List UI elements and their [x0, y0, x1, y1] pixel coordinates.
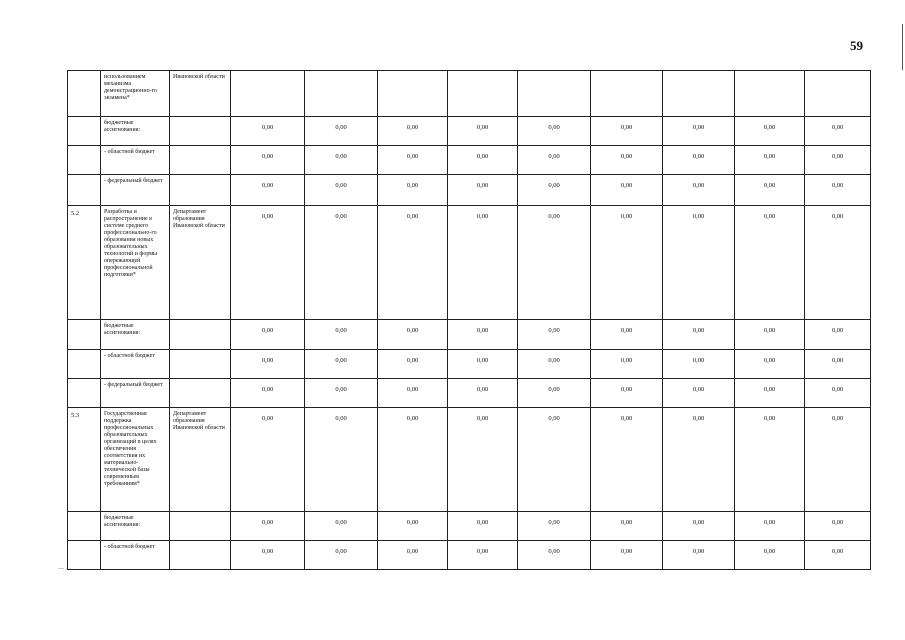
row-description: - областной бюджет — [101, 350, 170, 379]
table-row — [68, 320, 871, 350]
row-value-cell: 0,00 — [591, 512, 663, 541]
row-value-cell: 0,00 — [518, 146, 591, 175]
row-executor — [170, 117, 231, 146]
row-executor: Департамент образования Ивановской области — [170, 408, 231, 512]
row-value-cell: 0,00 — [305, 379, 378, 408]
row-executor: Департамент образования Ивановской области — [170, 206, 231, 320]
row-value-cell: 0,00 — [231, 541, 305, 570]
row-description: использованием механизма демонстрационно-го экзамена* — [101, 71, 170, 117]
row-value-cell: 0,00 — [591, 146, 663, 175]
row-value-cell: 0,00 — [591, 541, 663, 570]
row-value-cell: 0,00 — [448, 117, 518, 146]
page-number: 59 — [850, 38, 863, 53]
row-value-cell: 0,00 — [735, 206, 805, 320]
row-value-cell: 0,00 — [735, 146, 805, 175]
row-code — [68, 175, 101, 206]
table-row — [68, 117, 871, 146]
row-value-cell: 0,00 — [305, 408, 378, 512]
row-value-cell: 0,00 — [735, 350, 805, 379]
row-value-cell — [518, 71, 591, 117]
row-description: бюджетные ассигнования: — [101, 512, 170, 541]
row-value-cell: 0,00 — [805, 320, 871, 350]
row-value-cell — [231, 71, 305, 117]
row-value-cell: 0,00 — [378, 350, 448, 379]
row-value-cell: 0,00 — [378, 206, 448, 320]
row-code — [68, 350, 101, 379]
row-value-cell: 0,00 — [231, 117, 305, 146]
row-value-cell: 0,00 — [735, 512, 805, 541]
row-value-cell: 0,00 — [591, 175, 663, 206]
row-value-cell: 0,00 — [805, 512, 871, 541]
row-value-cell: 0,00 — [663, 146, 735, 175]
row-code — [68, 512, 101, 541]
row-value-cell: 0,00 — [305, 350, 378, 379]
row-value-cell: 0,00 — [663, 206, 735, 320]
row-value-cell: 0,00 — [448, 541, 518, 570]
row-value-cell — [735, 71, 805, 117]
row-value-cell: 0,00 — [448, 320, 518, 350]
row-executor — [170, 320, 231, 350]
row-code — [68, 320, 101, 350]
row-executor — [170, 512, 231, 541]
row-value-cell: 0,00 — [305, 146, 378, 175]
row-value-cell: 0,00 — [518, 541, 591, 570]
row-value-cell: 0,00 — [448, 350, 518, 379]
row-value-cell: 0,00 — [663, 117, 735, 146]
row-value-cell: 0,00 — [663, 541, 735, 570]
row-value-cell: 0,00 — [805, 146, 871, 175]
row-executor — [170, 541, 231, 570]
margin-line — [902, 24, 903, 70]
table-row — [68, 408, 871, 512]
row-value-cell: 0,00 — [518, 512, 591, 541]
row-value-cell: 0,00 — [518, 320, 591, 350]
row-value-cell: 0,00 — [805, 175, 871, 206]
row-value-cell: 0,00 — [735, 541, 805, 570]
row-value-cell: 0,00 — [378, 320, 448, 350]
row-value-cell — [591, 71, 663, 117]
table-row — [68, 71, 871, 117]
row-code — [68, 117, 101, 146]
row-executor: Ивановской области — [170, 71, 231, 117]
row-value-cell: 0,00 — [518, 206, 591, 320]
row-code — [68, 71, 101, 117]
row-executor — [170, 175, 231, 206]
row-value-cell: 0,00 — [735, 408, 805, 512]
scan-artifact: — · · — [58, 566, 71, 572]
row-value-cell: 0,00 — [448, 206, 518, 320]
row-code — [68, 146, 101, 175]
row-value-cell: 0,00 — [305, 117, 378, 146]
row-description: - федеральный бюджет — [101, 379, 170, 408]
row-value-cell: 0,00 — [591, 408, 663, 512]
row-description: Разработка и распространение в системе среднего профессионально-го образования новых образовательных технологий и формы опережающей профессиональной подготовки* — [101, 206, 170, 320]
table-row — [68, 379, 871, 408]
row-value-cell: 0,00 — [448, 175, 518, 206]
row-code — [68, 379, 101, 408]
row-value-cell: 0,00 — [305, 320, 378, 350]
row-value-cell: 0,00 — [663, 175, 735, 206]
row-value-cell — [378, 71, 448, 117]
row-value-cell: 0,00 — [805, 117, 871, 146]
table-row — [68, 206, 871, 320]
row-value-cell: 0,00 — [231, 512, 305, 541]
row-value-cell: 0,00 — [518, 117, 591, 146]
row-value-cell: 0,00 — [663, 350, 735, 379]
row-value-cell — [305, 71, 378, 117]
row-value-cell: 0,00 — [448, 146, 518, 175]
table-row — [68, 146, 871, 175]
row-value-cell: 0,00 — [305, 512, 378, 541]
row-code: 5.2 — [68, 206, 101, 320]
row-value-cell: 0,00 — [231, 379, 305, 408]
row-value-cell: 0,00 — [805, 206, 871, 320]
row-value-cell: 0,00 — [591, 350, 663, 379]
row-value-cell: 0,00 — [231, 206, 305, 320]
row-description: - областной бюджет — [101, 146, 170, 175]
row-value-cell: 0,00 — [378, 541, 448, 570]
row-value-cell: 0,00 — [663, 408, 735, 512]
row-description: бюджетные ассигнования: — [101, 320, 170, 350]
row-value-cell: 0,00 — [518, 350, 591, 379]
row-value-cell: 0,00 — [448, 408, 518, 512]
row-description: бюджетные ассигнования: — [101, 117, 170, 146]
row-value-cell: 0,00 — [735, 320, 805, 350]
row-code — [68, 541, 101, 570]
row-executor — [170, 379, 231, 408]
row-value-cell: 0,00 — [448, 512, 518, 541]
row-value-cell: 0,00 — [231, 350, 305, 379]
row-value-cell: 0,00 — [663, 512, 735, 541]
row-executor — [170, 146, 231, 175]
row-value-cell: 0,00 — [305, 541, 378, 570]
row-value-cell: 0,00 — [805, 379, 871, 408]
row-value-cell: 0,00 — [591, 206, 663, 320]
row-description: Государственная поддержка профессиональных образовательных организаций в целях обеспечения соответствия их материально-технической базы современным требованиям* — [101, 408, 170, 512]
row-value-cell: 0,00 — [735, 379, 805, 408]
row-value-cell: 0,00 — [378, 175, 448, 206]
row-executor — [170, 350, 231, 379]
row-value-cell: 0,00 — [805, 541, 871, 570]
row-value-cell: 0,00 — [663, 320, 735, 350]
table-row — [68, 175, 871, 206]
budget-table — [67, 70, 871, 570]
row-value-cell: 0,00 — [735, 117, 805, 146]
row-value-cell: 0,00 — [378, 379, 448, 408]
row-value-cell — [448, 71, 518, 117]
table-row — [68, 541, 871, 570]
row-value-cell: 0,00 — [305, 175, 378, 206]
table-row — [68, 512, 871, 541]
row-value-cell: 0,00 — [735, 175, 805, 206]
row-value-cell: 0,00 — [305, 206, 378, 320]
row-value-cell: 0,00 — [231, 175, 305, 206]
row-value-cell: 0,00 — [518, 175, 591, 206]
row-value-cell: 0,00 — [518, 379, 591, 408]
row-description: - областной бюджет — [101, 541, 170, 570]
row-value-cell: 0,00 — [378, 512, 448, 541]
row-value-cell: 0,00 — [591, 379, 663, 408]
row-value-cell: 0,00 — [231, 408, 305, 512]
row-value-cell: 0,00 — [231, 146, 305, 175]
row-value-cell: 0,00 — [591, 117, 663, 146]
row-value-cell: 0,00 — [378, 408, 448, 512]
row-code: 5.3 — [68, 408, 101, 512]
row-value-cell: 0,00 — [805, 408, 871, 512]
table-body — [68, 71, 871, 570]
table-row — [68, 350, 871, 379]
row-value-cell — [805, 71, 871, 117]
row-value-cell: 0,00 — [231, 320, 305, 350]
row-value-cell: 0,00 — [805, 350, 871, 379]
row-value-cell: 0,00 — [663, 379, 735, 408]
row-value-cell: 0,00 — [448, 379, 518, 408]
row-value-cell: 0,00 — [591, 320, 663, 350]
row-value-cell: 0,00 — [378, 146, 448, 175]
row-value-cell: 0,00 — [518, 408, 591, 512]
row-value-cell: 0,00 — [378, 117, 448, 146]
row-description: - федеральный бюджет — [101, 175, 170, 206]
row-value-cell — [663, 71, 735, 117]
